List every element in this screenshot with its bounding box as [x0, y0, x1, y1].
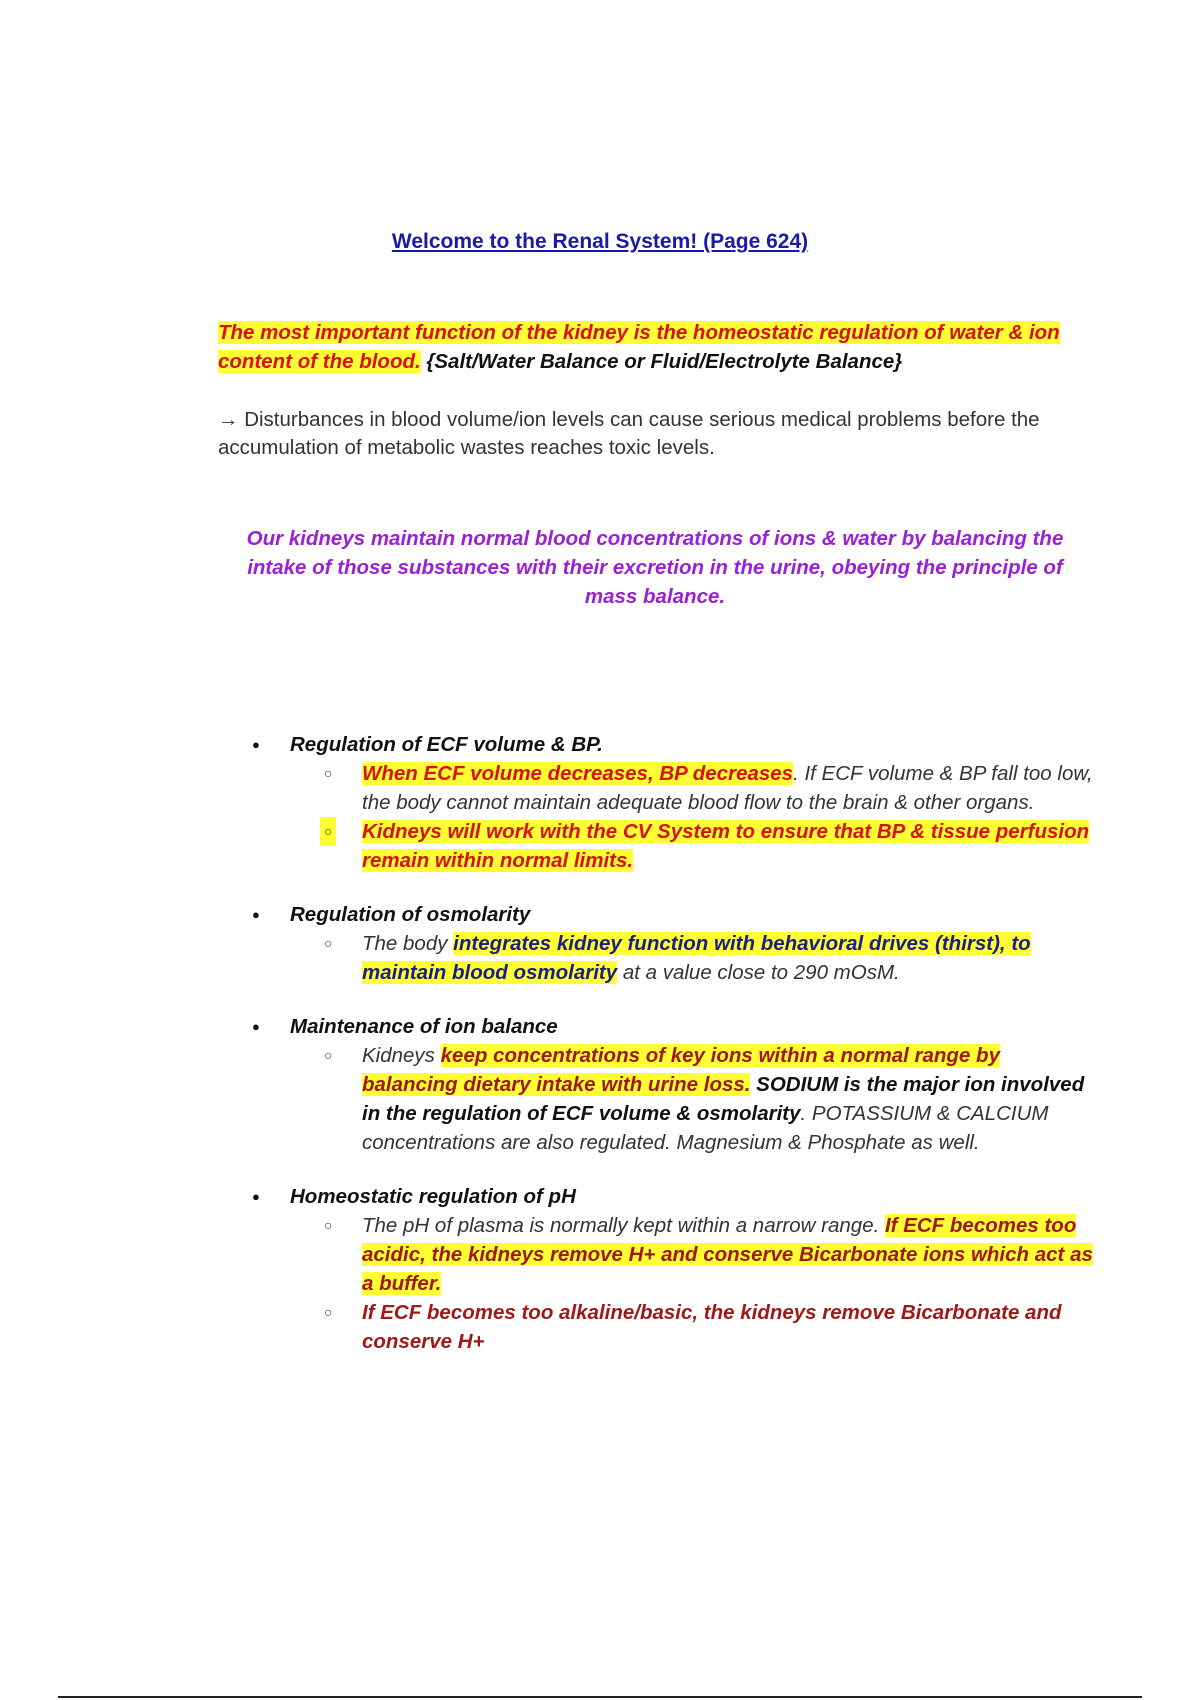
list-item-osmolarity	[240, 900, 1100, 987]
highlight-text: keep concentrations of key ions within a normal range by balancing dietary intake with urine loss.	[362, 1044, 1000, 1096]
sub-item	[290, 759, 1100, 817]
sub-list	[290, 759, 1100, 875]
sub-item	[290, 929, 1100, 987]
list-item-ph	[240, 1182, 1100, 1356]
sub-item	[290, 817, 1100, 875]
highlight-text: If ECF becomes too acidic, the kidneys remove H+ and conserve Bicarbonate ions which act as a buffer.	[362, 1214, 1093, 1295]
bottom-divider	[58, 1696, 1142, 1698]
list-item-ecf	[240, 730, 1100, 875]
disturbance-paragraph: → Disturbances in blood volume/ion levels can cause serious medical problems before the accumulation of metabolic wastes reaches toxic levels.	[218, 408, 1040, 459]
sub-list	[290, 1211, 1100, 1356]
sub-text: The body	[362, 932, 454, 955]
intro-rest: {Salt/Water Balance or Fluid/Electrolyte Balance}	[420, 350, 903, 373]
sub-item	[290, 1041, 1100, 1157]
function-list	[240, 730, 1100, 1356]
sub-text: The pH of plasma is normally kept within a narrow range.	[362, 1214, 885, 1237]
item-heading: Maintenance of ion balance	[290, 1015, 558, 1038]
sub-list	[290, 1041, 1100, 1157]
sub-text: Kidneys	[362, 1044, 441, 1067]
sub-text: . If ECF volume & BP fall too low, the body cannot maintain adequate blood flow to the brain & other organs.	[362, 762, 1093, 814]
highlight-text: When ECF volume decreases, BP decreases	[362, 762, 794, 785]
page-title[interactable]: Welcome to the Renal System! (Page 624)	[391, 230, 809, 253]
sub-item	[290, 1211, 1100, 1298]
sub-text: . POTASSIUM & CALCIUM concentrations are also regulated. Magnesium & Phosphate as well.	[362, 1102, 1049, 1154]
highlight-text: integrates kidney function with behavioral drives (thirst), to maintain blood osmolarity	[362, 932, 1031, 984]
bold-text: SODIUM is the major ion involved in the regulation of ECF volume & osmolarity	[362, 1073, 1085, 1125]
sub-list	[290, 929, 1100, 987]
intro-highlight: The most important function of the kidney is the homeostatic regulation of water & ion content of the blood.	[218, 321, 1060, 373]
mass-balance-paragraph: Our kidneys maintain normal blood concentrations of ions & water by balancing the intake of those substances with their excretion in the urine, obeying the principle of mass balance.	[246, 527, 1064, 608]
highlight-text: Kidneys will work with the CV System to ensure that BP & tissue perfusion remain within normal limits.	[362, 820, 1090, 872]
item-heading: Regulation of ECF volume & BP.	[290, 733, 603, 756]
list-item-ion-balance	[240, 1012, 1100, 1157]
sub-text: at a value close to 290 mOsM.	[617, 961, 900, 984]
item-heading: Homeostatic regulation of pH	[290, 1185, 576, 1208]
sub-item	[290, 1298, 1100, 1356]
intro-paragraph	[218, 318, 1098, 376]
sub-text: If ECF becomes too alkaline/basic, the kidneys remove Bicarbonate and conserve H+	[362, 1301, 1062, 1353]
item-heading: Regulation of osmolarity	[290, 903, 531, 926]
